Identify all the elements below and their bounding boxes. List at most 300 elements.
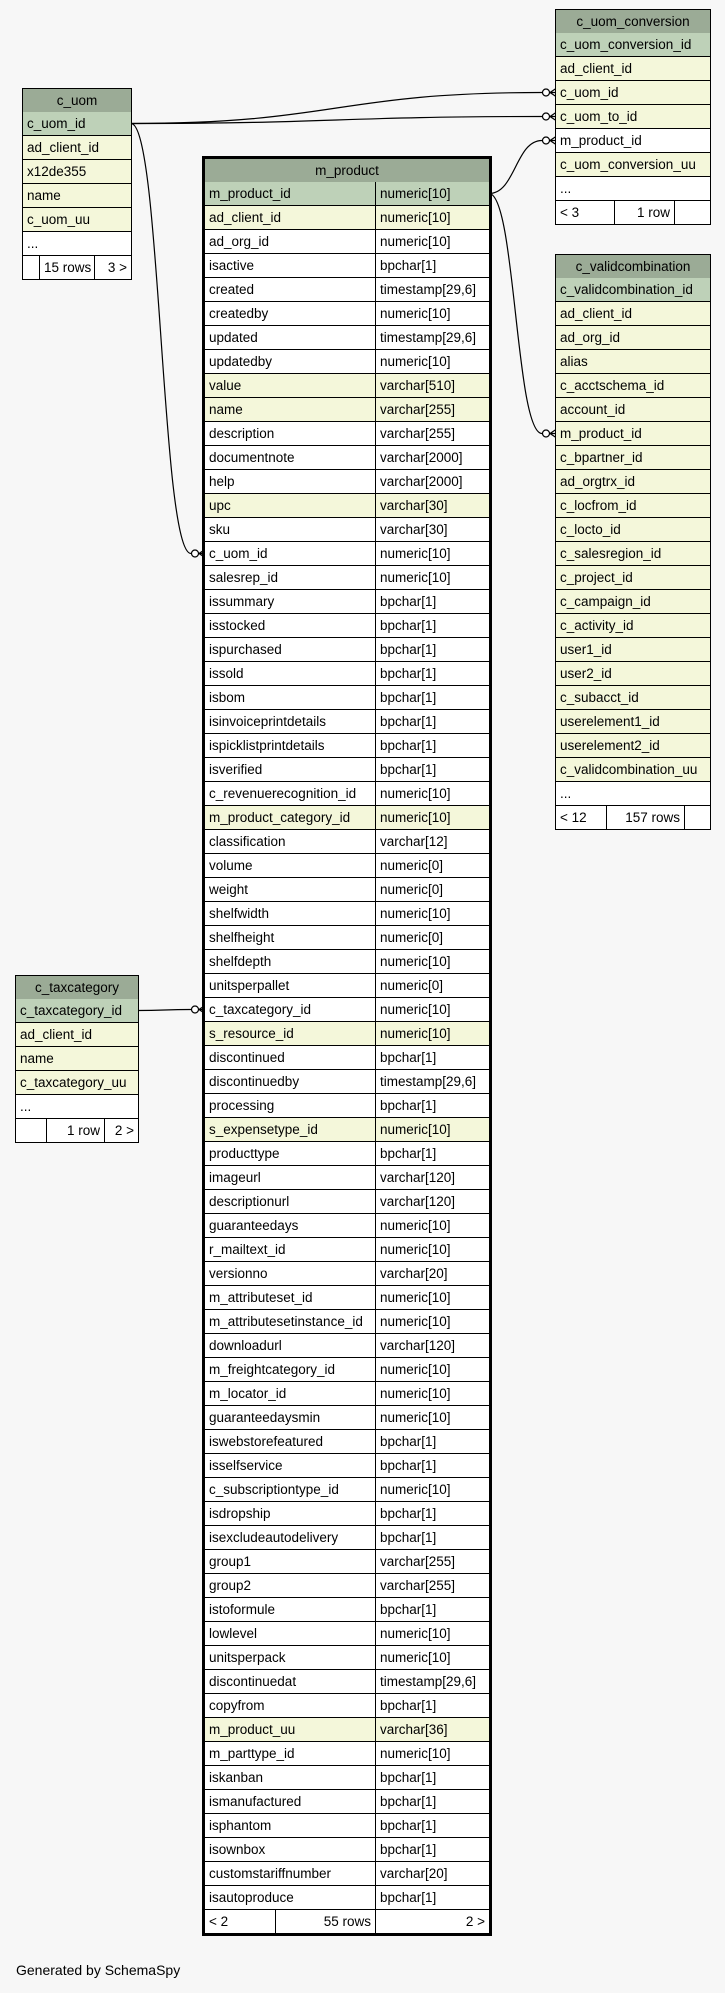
column-type: bpchar[1] — [375, 1838, 489, 1861]
column-type: numeric[10] — [375, 1742, 489, 1765]
column-name: weight — [209, 882, 249, 897]
column-name: isautoproduce — [209, 1890, 294, 1905]
children-count: 3 > — [94, 256, 131, 279]
column-type: bpchar[1] — [375, 1526, 489, 1549]
column-row-c-uom-uu — [23, 208, 131, 231]
column-type: varchar[255] — [375, 1550, 489, 1573]
column-name: isstocked — [209, 618, 266, 633]
column-row-discontinued — [205, 1046, 489, 1069]
column-row-ismanufactured — [205, 1790, 489, 1813]
column-name: ispurchased — [209, 642, 282, 657]
column-name: ad_client_id — [560, 306, 633, 321]
column-type: bpchar[1] — [375, 1598, 489, 1621]
column-name: isverified — [209, 762, 263, 777]
optional-marker — [543, 430, 550, 437]
column-row-sku — [205, 518, 489, 541]
column-name: discontinuedby — [209, 1074, 300, 1089]
column-type: varchar[20] — [375, 1862, 489, 1885]
column-name: ad_client_id — [209, 210, 282, 225]
column-name: c_uom_conversion_uu — [560, 157, 696, 172]
column-name: name — [20, 1051, 54, 1066]
table-title: c_taxcategory — [16, 976, 138, 999]
column-type: bpchar[1] — [375, 1430, 489, 1453]
column-row-processing — [205, 1094, 489, 1117]
parents-count: < 2 — [209, 1914, 229, 1929]
column-name: issummary — [209, 594, 275, 609]
table-title: c_uom — [23, 89, 131, 112]
column-type: bpchar[1] — [375, 734, 489, 757]
table-footer — [23, 256, 131, 279]
table-c-uom-conversion — [555, 9, 711, 225]
column-row-description — [205, 422, 489, 445]
column-type: numeric[10] — [375, 230, 489, 253]
column-row-ad-client-id — [556, 302, 710, 325]
column-row-ispicklistprintdetails — [205, 734, 489, 757]
column-row-c-subacct-id — [556, 686, 710, 709]
column-name: unitsperpallet — [209, 978, 290, 993]
table-c-validcombination — [555, 254, 711, 830]
column-row-account-id — [556, 398, 710, 421]
column-name: downloadurl — [209, 1338, 282, 1353]
column-name: iskanban — [209, 1770, 264, 1785]
column-row-ad-client-id — [205, 206, 489, 229]
column-type: numeric[0] — [375, 854, 489, 877]
column-name: c_subacct_id — [560, 690, 639, 705]
column-type: varchar[255] — [375, 1574, 489, 1597]
table-footer — [556, 201, 710, 224]
column-type: numeric[0] — [375, 974, 489, 997]
column-name: m_parttype_id — [209, 1746, 295, 1761]
column-row-help — [205, 470, 489, 493]
column-type: bpchar[1] — [375, 1790, 489, 1813]
optional-marker — [543, 137, 550, 144]
column-name: guaranteedaysmin — [209, 1410, 321, 1425]
column-name: s_expensetype_id — [209, 1122, 318, 1137]
column-name: m_product_category_id — [209, 810, 351, 825]
column-row-m-product-category-id — [205, 806, 489, 829]
optional-marker — [543, 113, 550, 120]
column-name: guaranteedays — [209, 1218, 299, 1233]
column-type: numeric[10] — [375, 1406, 489, 1429]
row-count: 55 rows — [275, 1910, 375, 1933]
column-name: ismanufactured — [209, 1794, 302, 1809]
column-row-r-mailtext-id — [205, 1238, 489, 1261]
column-name: c_taxcategory_uu — [20, 1075, 127, 1090]
column-name: m_attributeset_id — [209, 1290, 313, 1305]
column-type: numeric[10] — [375, 1022, 489, 1045]
column-type: numeric[10] — [375, 1358, 489, 1381]
column-name: upc — [209, 498, 231, 513]
column-row-m-product-id — [205, 182, 489, 205]
column-row-created — [205, 278, 489, 301]
column-row-documentnote — [205, 446, 489, 469]
column-name: volume — [209, 858, 253, 873]
row-count: 1 row — [46, 1119, 104, 1142]
column-name: userelement1_id — [560, 714, 660, 729]
optional-marker — [192, 1006, 199, 1013]
column-name: c_taxcategory_id — [209, 1002, 312, 1017]
column-name: updatedby — [209, 354, 273, 369]
column-name: discontinuedat — [209, 1674, 297, 1689]
column-name: c_bpartner_id — [560, 450, 643, 465]
column-name: c_validcombination_uu — [560, 762, 698, 777]
column-type: varchar[30] — [375, 518, 489, 541]
column-row-userelement2-id — [556, 734, 710, 757]
column-row-c-locto-id — [556, 518, 710, 541]
table-footer — [205, 1910, 489, 1933]
column-row-c-activity-id — [556, 614, 710, 637]
column-type: bpchar[1] — [375, 662, 489, 685]
column-name: account_id — [560, 402, 626, 417]
column-type: varchar[36] — [375, 1718, 489, 1741]
column-row-iskanban — [205, 1766, 489, 1789]
column-name: name — [209, 402, 243, 417]
table-c-uom — [22, 88, 132, 280]
column-type: bpchar[1] — [375, 1814, 489, 1837]
column-row-isexcludeautodelivery — [205, 1526, 489, 1549]
column-name: c_activity_id — [560, 618, 634, 633]
column-type: bpchar[1] — [375, 614, 489, 637]
column-row-m-product-id — [556, 422, 710, 445]
column-row-createdby — [205, 302, 489, 325]
column-row-isdropship — [205, 1502, 489, 1525]
column-row-group2 — [205, 1574, 489, 1597]
column-name: c_uom_id — [27, 116, 86, 131]
column-type: bpchar[1] — [375, 638, 489, 661]
table-m-product — [202, 156, 492, 1936]
column-type: numeric[10] — [375, 1238, 489, 1261]
table-title: m_product — [205, 159, 489, 182]
column-name: customstariffnumber — [209, 1866, 332, 1881]
column-type: numeric[10] — [375, 806, 489, 829]
column-row-isinvoiceprintdetails — [205, 710, 489, 733]
column-row-x12de355 — [23, 160, 131, 183]
column-row-isautoproduce — [205, 1886, 489, 1909]
column-name: r_mailtext_id — [209, 1242, 286, 1257]
column-name: shelfwidth — [209, 906, 270, 921]
column-type: varchar[2000] — [375, 446, 489, 469]
children-count — [674, 201, 710, 224]
column-row-c-bpartner-id — [556, 446, 710, 469]
column-name: c_uom_conversion_id — [560, 37, 692, 52]
column-row-updatedby — [205, 350, 489, 373]
more-columns-indicator: ... — [16, 1095, 138, 1118]
column-type: numeric[0] — [375, 926, 489, 949]
column-name: ad_org_id — [560, 330, 621, 345]
column-type: varchar[20] — [375, 1262, 489, 1285]
column-row-ad-org-id — [205, 230, 489, 253]
column-row-name — [205, 398, 489, 421]
column-type: bpchar[1] — [375, 1454, 489, 1477]
column-row-guaranteedaysmin — [205, 1406, 489, 1429]
column-type: numeric[10] — [375, 1382, 489, 1405]
column-row-discontinuedat — [205, 1670, 489, 1693]
column-type: bpchar[1] — [375, 710, 489, 733]
parents-count: < 3 — [560, 205, 580, 220]
column-name: discontinued — [209, 1050, 285, 1065]
generated-by-footer: Generated by SchemaSpy — [16, 1962, 181, 1978]
column-type: varchar[120] — [375, 1166, 489, 1189]
column-name: alias — [560, 354, 588, 369]
column-row-name — [16, 1047, 138, 1070]
column-name: ad_client_id — [560, 61, 633, 76]
column-name: c_taxcategory_id — [20, 1003, 123, 1018]
column-row-m-product-id — [556, 129, 710, 152]
column-name: help — [209, 474, 235, 489]
column-row-s-expensetype-id — [205, 1118, 489, 1141]
column-type: varchar[12] — [375, 830, 489, 853]
column-row-m-attributesetinstance-id — [205, 1310, 489, 1333]
column-type: numeric[10] — [375, 1118, 489, 1141]
children-count — [684, 806, 710, 829]
row-count: 157 rows — [606, 806, 684, 829]
column-row-c-uom-id — [23, 112, 131, 135]
column-name: istoformule — [209, 1602, 276, 1617]
column-name: createdby — [209, 306, 269, 321]
column-row-m-attributeset-id — [205, 1286, 489, 1309]
column-row-salesrep-id — [205, 566, 489, 589]
column-name: name — [27, 188, 61, 203]
column-type: timestamp[29,6] — [375, 278, 489, 301]
table-title: c_uom_conversion — [556, 10, 710, 33]
column-name: c_acctschema_id — [560, 378, 665, 393]
column-name: updated — [209, 330, 258, 345]
column-row-c-taxcategory-id — [205, 998, 489, 1021]
column-type: numeric[10] — [375, 950, 489, 973]
column-type: bpchar[1] — [375, 1094, 489, 1117]
column-row-isstocked — [205, 614, 489, 637]
column-type: numeric[10] — [375, 1478, 489, 1501]
column-row-c-salesregion-id — [556, 542, 710, 565]
column-row-customstariffnumber — [205, 1862, 489, 1885]
relationship-line — [138, 1010, 191, 1011]
column-name: description — [209, 426, 275, 441]
column-type: numeric[10] — [375, 1310, 489, 1333]
column-name: isdropship — [209, 1506, 271, 1521]
column-row-c-taxcategory-id — [16, 999, 138, 1022]
column-row-c-uom-id — [556, 81, 710, 104]
column-type: timestamp[29,6] — [375, 326, 489, 349]
column-row-alias — [556, 350, 710, 373]
column-name: value — [209, 378, 242, 393]
column-row-user2-id — [556, 662, 710, 685]
column-type: varchar[120] — [375, 1190, 489, 1213]
column-name: m_freightcategory_id — [209, 1362, 336, 1377]
column-type: numeric[10] — [375, 542, 489, 565]
column-row-iswebstorefeatured — [205, 1430, 489, 1453]
column-type: varchar[255] — [375, 422, 489, 445]
column-row-s-resource-id — [205, 1022, 489, 1045]
column-type: varchar[30] — [375, 494, 489, 517]
column-row-classification — [205, 830, 489, 853]
column-type: numeric[10] — [375, 1622, 489, 1645]
relationship-line — [489, 141, 542, 194]
column-row-unitsperpack — [205, 1646, 489, 1669]
column-row-shelfwidth — [205, 902, 489, 925]
column-row-isactive — [205, 254, 489, 277]
more-columns-indicator: ... — [556, 782, 710, 805]
table-footer — [16, 1119, 138, 1142]
column-name: group2 — [209, 1578, 252, 1593]
column-name: user2_id — [560, 666, 612, 681]
column-name: isactive — [209, 258, 255, 273]
column-row-isselfservice — [205, 1454, 489, 1477]
column-name: lowlevel — [209, 1626, 258, 1641]
column-name: isownbox — [209, 1842, 266, 1857]
column-name: isinvoiceprintdetails — [209, 714, 327, 729]
optional-marker — [543, 89, 550, 96]
column-name: documentnote — [209, 450, 295, 465]
column-type: numeric[10] — [375, 1646, 489, 1669]
column-name: isbom — [209, 690, 246, 705]
column-type: bpchar[1] — [375, 254, 489, 277]
column-name: c_locto_id — [560, 522, 621, 537]
column-row-producttype — [205, 1142, 489, 1165]
column-row-weight — [205, 878, 489, 901]
column-name: userelement2_id — [560, 738, 660, 753]
column-row-updated — [205, 326, 489, 349]
column-name: classification — [209, 834, 286, 849]
column-row-lowlevel — [205, 1622, 489, 1645]
column-name: producttype — [209, 1146, 280, 1161]
column-type: varchar[255] — [375, 398, 489, 421]
column-name: created — [209, 282, 255, 297]
column-row-c-subscriptiontype-id — [205, 1478, 489, 1501]
more-columns-indicator: ... — [556, 177, 710, 200]
column-row-copyfrom — [205, 1694, 489, 1717]
column-name: c_validcombination_id — [560, 282, 693, 297]
parents-count — [23, 256, 39, 279]
children-count: 2 > — [104, 1119, 138, 1142]
column-name: shelfdepth — [209, 954, 272, 969]
column-name: c_locfrom_id — [560, 498, 637, 513]
column-name: isselfservice — [209, 1458, 283, 1473]
column-name: sku — [209, 522, 231, 537]
column-row-issold — [205, 662, 489, 685]
column-row-upc — [205, 494, 489, 517]
column-name: processing — [209, 1098, 275, 1113]
column-type: numeric[10] — [375, 182, 489, 205]
optional-marker — [192, 550, 199, 557]
column-type: numeric[10] — [375, 206, 489, 229]
column-row-ad-client-id — [23, 136, 131, 159]
column-row-isbom — [205, 686, 489, 709]
column-row-c-uom-to-id — [556, 105, 710, 128]
column-row-descriptionurl — [205, 1190, 489, 1213]
column-name: x12de355 — [27, 164, 87, 179]
column-type: bpchar[1] — [375, 1886, 489, 1909]
relationship-line — [131, 93, 542, 124]
column-row-ispurchased — [205, 638, 489, 661]
column-row-group1 — [205, 1550, 489, 1573]
column-name: shelfheight — [209, 930, 275, 945]
column-name: m_attributesetinstance_id — [209, 1314, 363, 1329]
row-count: 1 row — [614, 201, 674, 224]
column-row-issummary — [205, 590, 489, 613]
column-name: c_project_id — [560, 570, 633, 585]
column-type: numeric[10] — [375, 566, 489, 589]
column-row-c-locfrom-id — [556, 494, 710, 517]
column-name: m_product_id — [560, 133, 642, 148]
column-name: c_campaign_id — [560, 594, 651, 609]
column-row-c-uom-id — [205, 542, 489, 565]
table-footer — [556, 806, 710, 829]
column-name: isphantom — [209, 1818, 272, 1833]
column-row-m-parttype-id — [205, 1742, 489, 1765]
column-row-downloadurl — [205, 1334, 489, 1357]
column-row-ad-orgtrx-id — [556, 470, 710, 493]
column-row-istoformule — [205, 1598, 489, 1621]
column-row-isownbox — [205, 1838, 489, 1861]
column-row-discontinuedby — [205, 1070, 489, 1093]
column-type: varchar[2000] — [375, 470, 489, 493]
table-c-taxcategory — [15, 975, 139, 1143]
column-type: numeric[10] — [375, 302, 489, 325]
column-type: bpchar[1] — [375, 686, 489, 709]
column-row-ad-client-id — [16, 1023, 138, 1046]
column-row-guaranteedays — [205, 1214, 489, 1237]
column-name: copyfrom — [209, 1698, 265, 1713]
column-row-value — [205, 374, 489, 397]
column-row-name — [23, 184, 131, 207]
column-name: ad_client_id — [27, 140, 100, 155]
column-type: timestamp[29,6] — [375, 1670, 489, 1693]
column-row-volume — [205, 854, 489, 877]
column-name: m_product_id — [560, 426, 642, 441]
column-row-versionno — [205, 1262, 489, 1285]
column-row-imageurl — [205, 1166, 489, 1189]
column-name: ad_org_id — [209, 234, 270, 249]
column-name: isexcludeautodelivery — [209, 1530, 339, 1545]
column-name: ispicklistprintdetails — [209, 738, 325, 753]
table-title: c_validcombination — [556, 255, 710, 278]
column-row-shelfdepth — [205, 950, 489, 973]
column-name: iswebstorefeatured — [209, 1434, 324, 1449]
column-name: group1 — [209, 1554, 252, 1569]
relationship-line — [131, 124, 191, 554]
column-type: varchar[510] — [375, 374, 489, 397]
column-name: c_uom_id — [209, 546, 268, 561]
column-row-c-validcombination-uu — [556, 758, 710, 781]
column-type: bpchar[1] — [375, 1142, 489, 1165]
column-name: c_subscriptiontype_id — [209, 1482, 339, 1497]
column-name: issold — [209, 666, 244, 681]
column-type: bpchar[1] — [375, 590, 489, 613]
column-name: s_resource_id — [209, 1026, 294, 1041]
column-name: descriptionurl — [209, 1194, 290, 1209]
column-row-m-product-uu — [205, 1718, 489, 1741]
column-row-c-uom-conversion-id — [556, 33, 710, 56]
column-name: c_salesregion_id — [560, 546, 662, 561]
column-name: c_uom_to_id — [560, 109, 638, 124]
column-row-c-campaign-id — [556, 590, 710, 613]
column-type: numeric[10] — [375, 350, 489, 373]
column-name: m_product_id — [209, 186, 291, 201]
column-row-unitsperpallet — [205, 974, 489, 997]
column-type: timestamp[29,6] — [375, 1070, 489, 1093]
column-row-c-revenuerecognition-id — [205, 782, 489, 805]
column-row-c-uom-conversion-uu — [556, 153, 710, 176]
column-row-ad-client-id — [556, 57, 710, 80]
column-type: bpchar[1] — [375, 758, 489, 781]
column-name: ad_client_id — [20, 1027, 93, 1042]
parents-count: < 12 — [560, 810, 587, 825]
column-name: versionno — [209, 1266, 268, 1281]
column-name: m_locator_id — [209, 1386, 287, 1401]
column-name: user1_id — [560, 642, 612, 657]
column-row-userelement1-id — [556, 710, 710, 733]
column-type: bpchar[1] — [375, 1046, 489, 1069]
